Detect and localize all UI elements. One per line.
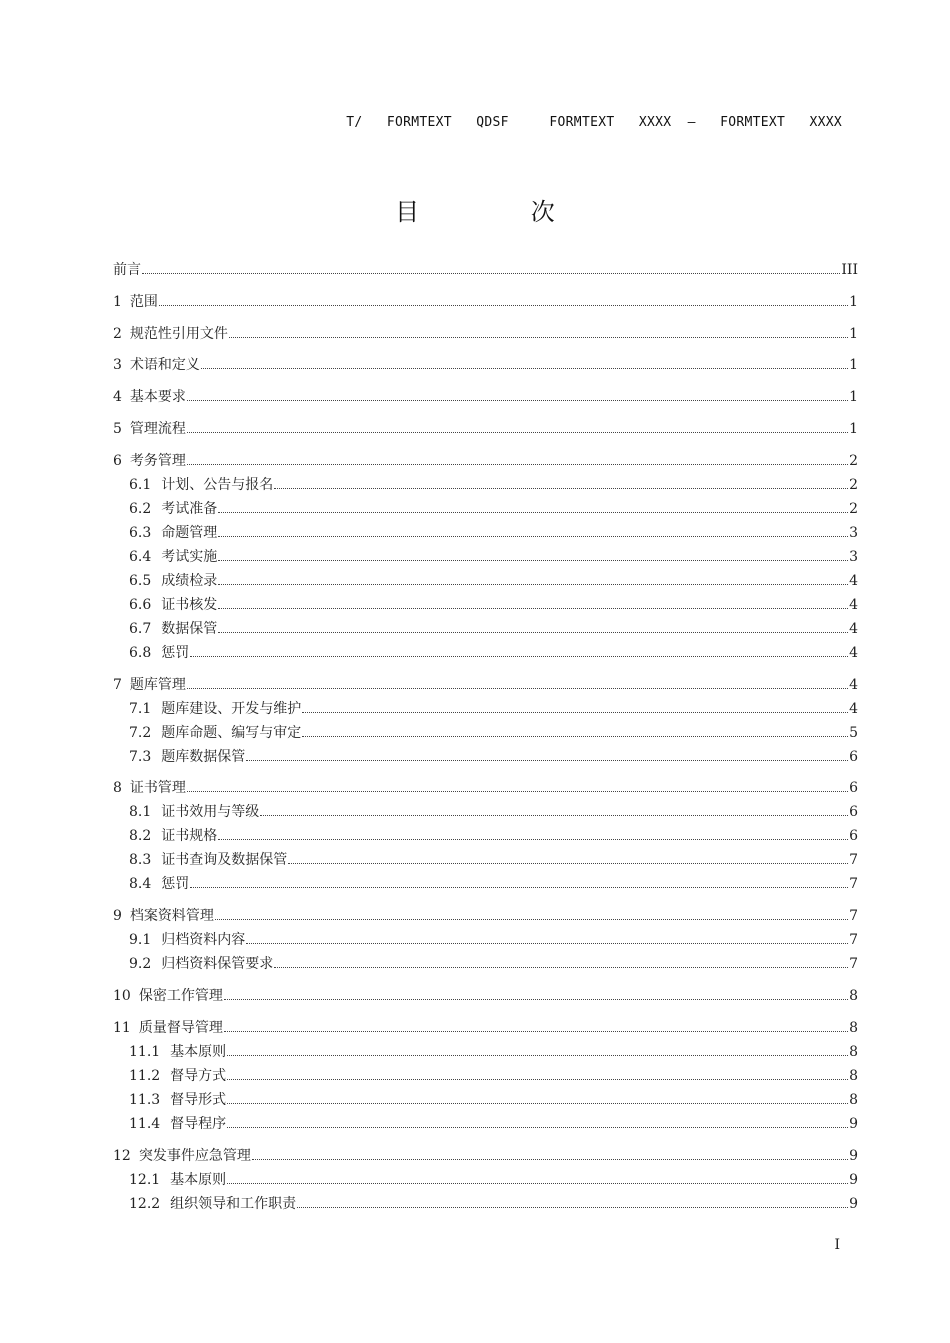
toc-entry[interactable]	[113, 262, 858, 278]
dot-leader	[218, 608, 848, 609]
toc-subentry[interactable]	[113, 1116, 858, 1132]
toc-entry-title: 突发事件应急管理	[138, 1147, 251, 1164]
toc-entry-title: 督导程序	[170, 1115, 227, 1132]
toc-subentry[interactable]	[113, 852, 858, 868]
toc-entry-number: 12.2	[129, 1195, 161, 1212]
toc-entry-title: 证书核发	[161, 596, 218, 613]
toc-entry-title: 督导形式	[170, 1091, 227, 1108]
toc-entry-title: 考试实施	[161, 548, 218, 565]
toc-subentry[interactable]	[113, 1196, 858, 1212]
toc-entry-number: 6.6	[129, 596, 152, 613]
toc-entry-page: 1	[849, 325, 858, 342]
dot-leader	[187, 432, 848, 433]
toc-entry-number: 6.7	[129, 620, 152, 637]
toc-entry-title: 归档资料保管要求	[161, 956, 274, 973]
dot-leader	[218, 560, 848, 561]
toc-entry-title: 保密工作管理	[138, 987, 223, 1004]
toc-subentry[interactable]	[113, 1068, 858, 1084]
toc-entry-number: 1	[113, 293, 122, 310]
toc-entry-number: 11.2	[129, 1067, 161, 1084]
toc-entry-page: 2	[849, 476, 858, 493]
toc-entry-page: 7	[849, 932, 858, 949]
toc-entry-number: 12	[113, 1147, 131, 1164]
toc-entry-page: 4	[849, 596, 858, 613]
toc-entry-page: 7	[849, 908, 858, 925]
toc-entry[interactable]	[113, 389, 858, 405]
toc-entry-number: 9.1	[129, 932, 152, 949]
toc-entry-number: 8.1	[129, 804, 152, 821]
dot-leader	[260, 815, 848, 816]
toc-entry-title: 档案资料管理	[129, 908, 214, 925]
toc-entry-title: 术语和定义	[129, 357, 200, 374]
toc-entry-number: 5	[113, 420, 122, 437]
toc-entry-title: 前言	[113, 262, 141, 278]
toc-entry-title: 考务管理	[129, 452, 186, 469]
dot-leader	[227, 1127, 848, 1128]
toc-entry-number: 7	[113, 676, 122, 693]
toc-entry-number: 8.2	[129, 828, 152, 845]
toc-subentry[interactable]	[113, 749, 858, 765]
dot-leader	[246, 760, 848, 761]
dot-leader	[218, 512, 848, 513]
dot-leader	[159, 305, 848, 306]
toc-entry[interactable]	[113, 908, 858, 924]
dot-leader	[218, 584, 848, 585]
toc-entry[interactable]	[113, 677, 858, 693]
toc-entry-number: 12.1	[129, 1171, 161, 1188]
toc-entry-number: 6.1	[129, 476, 152, 493]
dot-leader	[187, 791, 848, 792]
toc-entry-number: 11.1	[129, 1043, 161, 1060]
toc-entry-page: 6	[849, 780, 858, 797]
toc-entry-number: 7.1	[129, 700, 152, 717]
dot-leader	[187, 688, 848, 689]
toc-entry-title: 管理流程	[129, 420, 186, 437]
dot-leader	[190, 656, 848, 657]
toc-entry[interactable]	[113, 326, 858, 342]
dot-leader	[274, 967, 848, 968]
dot-leader	[288, 863, 848, 864]
toc-entry-number: 6	[113, 452, 122, 469]
toc-entry-page: 3	[849, 548, 858, 565]
toc-entry-page: 4	[849, 572, 858, 589]
toc-entry-page: 1	[849, 293, 858, 310]
dot-leader	[227, 1055, 848, 1056]
toc-entry-title: 成绩检录	[161, 572, 218, 589]
toc-subentry[interactable]	[113, 1044, 858, 1060]
toc-entry-number: 10	[113, 987, 131, 1004]
toc-entry-title: 惩罚	[161, 644, 190, 661]
toc-entry-title: 题库数据保管	[161, 748, 246, 765]
toc-entry-page: 4	[849, 676, 858, 693]
toc-entry-page: 6	[849, 748, 858, 765]
toc-entry-number: 8.4	[129, 876, 152, 893]
dot-leader	[218, 839, 848, 840]
dot-leader	[215, 919, 848, 920]
page-number-footer: I	[834, 1237, 840, 1253]
toc-entry-page: 7	[849, 852, 858, 869]
toc-subentry[interactable]	[113, 597, 858, 613]
toc-entry-title: 证书管理	[129, 780, 186, 797]
toc-entry-page: 5	[849, 724, 858, 741]
toc-entry-page: 1	[849, 389, 858, 406]
toc-subentry[interactable]	[113, 876, 858, 892]
toc-subentry[interactable]	[113, 725, 858, 741]
toc-entry-page: 9	[849, 1171, 858, 1188]
toc-entry-number: 6.4	[129, 548, 152, 565]
toc-entry-page: 8	[849, 1019, 858, 1036]
toc-entry-page: 8	[849, 1067, 858, 1084]
dot-leader	[224, 1031, 848, 1032]
toc-entry-page: 9	[849, 1115, 858, 1132]
toc-entry[interactable]	[113, 1020, 858, 1036]
toc-entry-number: 6.2	[129, 500, 152, 517]
toc-entry-page: 9	[849, 1195, 858, 1212]
dot-leader	[274, 488, 848, 489]
toc-entry-page: 1	[849, 357, 858, 374]
dot-leader	[302, 736, 848, 737]
toc-entry[interactable]	[113, 357, 858, 373]
toc-entry-title: 基本要求	[129, 389, 186, 406]
toc-entry[interactable]	[113, 453, 858, 469]
toc-entry-page: 4	[849, 644, 858, 661]
toc-entry-title: 证书查询及数据保管	[161, 852, 288, 869]
toc-entry-number: 6.5	[129, 572, 152, 589]
toc-entry-page: 1	[849, 420, 858, 437]
toc-entry-page: 7	[849, 956, 858, 973]
dot-leader	[142, 273, 840, 274]
toc-subentry[interactable]	[113, 932, 858, 948]
toc-subentry[interactable]	[113, 828, 858, 844]
toc-entry[interactable]	[113, 988, 858, 1004]
toc-entry-title: 证书效用与等级	[161, 804, 260, 821]
toc-subentry[interactable]	[113, 956, 858, 972]
dot-leader	[227, 1079, 848, 1080]
toc-entry-title: 数据保管	[161, 620, 218, 637]
toc-entry-page: 2	[849, 452, 858, 469]
toc-entry-number: 2	[113, 325, 122, 342]
dot-leader	[224, 999, 848, 1000]
toc-entry-title: 题库建设、开发与维护	[161, 700, 302, 717]
toc-entry-title: 命题管理	[161, 524, 218, 541]
toc-entry-number: 6.8	[129, 644, 152, 661]
document-code-header: T/ FORMTEXT QDSF FORMTEXT XXXX — FORMTEXT XXXX	[346, 115, 842, 130]
dot-leader	[227, 1183, 848, 1184]
dot-leader	[297, 1207, 848, 1208]
toc-entry-page: 4	[849, 700, 858, 717]
dot-leader	[190, 887, 848, 888]
toc-entry-number: 3	[113, 357, 122, 374]
toc-entry-page: 8	[849, 1043, 858, 1060]
toc-entry-title: 考试准备	[161, 500, 218, 517]
toc-entry-page: 8	[849, 1091, 858, 1108]
toc-entry-title: 惩罚	[161, 876, 190, 893]
toc-entry-page: 2	[849, 500, 858, 517]
toc-entry-number: 11.4	[129, 1115, 161, 1132]
dot-leader	[252, 1159, 848, 1160]
toc-title: 目 次	[395, 198, 607, 226]
dot-leader	[187, 400, 848, 401]
toc-entry-page: 6	[849, 804, 858, 821]
toc-entry-number: 6.3	[129, 524, 152, 541]
dot-leader	[227, 1103, 848, 1104]
dot-leader	[201, 368, 848, 369]
toc-entry-number: 7.2	[129, 724, 152, 741]
toc-entry-title: 归档资料内容	[161, 932, 246, 949]
toc-entry[interactable]	[113, 421, 858, 437]
dot-leader	[218, 536, 848, 537]
toc-entry-title: 基本原则	[170, 1043, 227, 1060]
toc-subentry[interactable]	[113, 645, 858, 661]
toc-entry-number: 9	[113, 908, 122, 925]
toc-entry-title: 题库管理	[129, 676, 186, 693]
toc-entry-page: 4	[849, 620, 858, 637]
toc-entry[interactable]	[113, 294, 858, 310]
toc-entry-number: 4	[113, 389, 122, 406]
dot-leader	[302, 712, 848, 713]
toc-subentry[interactable]	[113, 804, 858, 820]
toc-subentry[interactable]	[113, 573, 858, 589]
toc-entry-title: 督导方式	[170, 1067, 227, 1084]
toc-entry-number: 8.3	[129, 852, 152, 869]
toc-subentry[interactable]	[113, 477, 858, 493]
toc-entry-page: 9	[849, 1147, 858, 1164]
toc-entry-page: 8	[849, 987, 858, 1004]
toc-entry-title: 计划、公告与报名	[161, 476, 274, 493]
toc-entry-number: 11.3	[129, 1091, 161, 1108]
toc-entry-title: 范围	[129, 293, 158, 310]
toc-entry-page: 7	[849, 876, 858, 893]
toc-subentry[interactable]	[113, 549, 858, 565]
table-of-contents	[113, 262, 858, 1212]
toc-entry-page: 6	[849, 828, 858, 845]
dot-leader	[246, 943, 848, 944]
toc-subentry[interactable]	[113, 1092, 858, 1108]
toc-entry-title: 基本原则	[170, 1171, 227, 1188]
toc-entry-number: 7.3	[129, 748, 152, 765]
toc-entry-number: 8	[113, 780, 122, 797]
toc-entry-title: 题库命题、编写与审定	[161, 724, 302, 741]
toc-entry-page: III	[841, 262, 858, 278]
toc-entry-title: 质量督导管理	[138, 1019, 223, 1036]
toc-entry[interactable]	[113, 1148, 858, 1164]
toc-subentry[interactable]	[113, 621, 858, 637]
toc-entry-number: 11	[113, 1019, 131, 1036]
toc-entry[interactable]	[113, 780, 858, 796]
toc-entry-title: 组织领导和工作职责	[170, 1195, 297, 1212]
toc-entry-title: 证书规格	[161, 828, 218, 845]
toc-subentry[interactable]	[113, 1172, 858, 1188]
toc-subentry[interactable]	[113, 501, 858, 517]
toc-entry-number: 9.2	[129, 956, 152, 973]
toc-subentry[interactable]	[113, 701, 858, 717]
dot-leader	[229, 337, 848, 338]
toc-subentry[interactable]	[113, 525, 858, 541]
toc-entry-title: 规范性引用文件	[129, 325, 228, 342]
dot-leader	[218, 632, 848, 633]
toc-entry-page: 3	[849, 524, 858, 541]
dot-leader	[187, 464, 848, 465]
